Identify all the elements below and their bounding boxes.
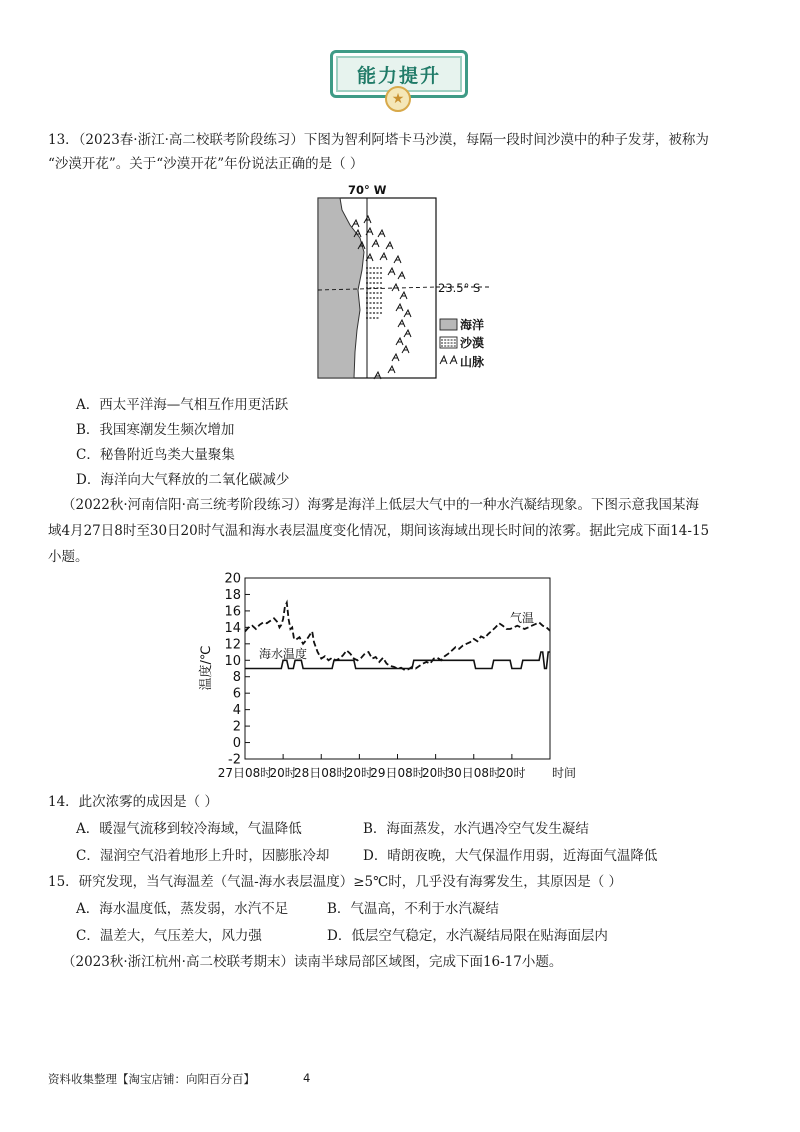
y-tick-label: 8 <box>232 670 241 686</box>
y-tick-label: 14 <box>224 620 241 636</box>
temperature-chart <box>190 568 620 786</box>
q15-option-c[interactable]: C．温差大，气压差大，风力强 <box>76 928 262 944</box>
x-tick-label: 20时 <box>498 766 526 780</box>
q14-stem: 14．此次浓雾的成因是（ ） <box>48 794 218 810</box>
x-tick-label: 29日08时 <box>370 766 425 780</box>
q13-stem-line2: “沙漠开花”。关于“沙漠开花”年份说法正确的是（ ） <box>48 156 364 172</box>
footer-note: 资料收集整理【淘宝店铺：向阳百分百】 <box>48 1072 255 1086</box>
q14-option-a[interactable]: A．暖湿气流移到较冷海域，气温降低 <box>76 821 302 837</box>
passage-14-15-line3: 小题。 <box>48 549 89 565</box>
y-tick-label: 2 <box>232 719 241 735</box>
q15-stem: 15．研究发现，当气海温差（气温-海水表层温度）≥5℃时，几乎没有海雾发生，其原因是（ ） <box>48 874 623 890</box>
q14-option-b[interactable]: B．海面蒸发，水汽遇冷空气发生凝结 <box>363 821 589 837</box>
q14-option-d[interactable]: D．晴朗夜晚，大气保温作用弱，近海面气温降低 <box>363 848 658 864</box>
atacama-map <box>300 180 500 380</box>
star-icon: ★ <box>385 86 411 112</box>
page-number: 4 <box>303 1071 311 1085</box>
q15-option-a[interactable]: A．海水温度低，蒸发弱，水汽不足 <box>76 901 289 917</box>
series-sea-temp-label: 海水温度 <box>259 647 308 661</box>
y-tick-label: 4 <box>232 703 241 719</box>
q14-option-c[interactable]: C．湿润空气沿着地形上升时，因膨胀冷却 <box>76 848 330 864</box>
latitude-label: 23.5° S <box>438 281 481 295</box>
y-tick-label: 6 <box>232 686 241 702</box>
y-tick-label: 10 <box>224 653 241 669</box>
q15-option-d[interactable]: D．低层空气稳定，水汽凝结局限在贴海面层内 <box>327 928 608 944</box>
x-tick-label: 28日08时 <box>293 766 349 780</box>
x-tick-label: 30日08时 <box>446 766 502 780</box>
legend-ocean-swatch <box>440 319 457 330</box>
q13-option-b[interactable]: B．我国寒潮发生频次增加 <box>76 422 235 438</box>
y-axis-label: 温度/℃ <box>199 645 214 691</box>
passage-16-17: （2023秋·浙江杭州·高二校联考期末）读南半球局部区域图，完成下面16-17小题。 <box>62 954 563 970</box>
legend-mountain-symbol <box>440 356 457 364</box>
q13-option-a[interactable]: A．西太平洋海—气相互作用更活跃 <box>76 397 289 413</box>
x-tick-label: 20时 <box>269 766 297 780</box>
x-tick-label: 27日08时 <box>217 766 273 780</box>
legend-ocean-label: 海洋 <box>460 318 485 332</box>
series-air-temp-label: 气温 <box>510 611 535 625</box>
q13-option-c[interactable]: C．秘鲁附近鸟类大量聚集 <box>76 447 235 463</box>
passage-14-15-line2: 域4月27日8时至30日20时气温和海水表层温度变化情况，期间该海域出现长时间的浓雾。据此完成下面14-15 <box>48 523 710 539</box>
section-badge-title: 能力提升 <box>330 50 468 98</box>
y-tick-label: 20 <box>224 571 241 587</box>
x-axis-label: 时间 <box>552 766 577 780</box>
q13-stem-line1: 13．（2023春·浙江·高二校联考阶段练习）下图为智利阿塔卡马沙漠，每隔一段时间沙漠中的种子发芽，被称为 <box>48 132 709 148</box>
legend-desert-label: 沙漠 <box>460 336 485 350</box>
y-tick-label: 12 <box>224 637 241 653</box>
y-tick-label: 18 <box>224 587 241 603</box>
passage-14-15-line1: （2022秋·河南信阳·高三统考阶段练习）海雾是海洋上低层大气中的一种水汽凝结现象。下图示意我国某海 <box>62 497 699 513</box>
longitude-label: 70° W <box>348 183 387 197</box>
legend-mountain-label: 山脉 <box>460 355 485 369</box>
x-tick-label: 20时 <box>345 766 374 780</box>
x-tick-label: 20时 <box>421 766 450 780</box>
q15-option-b[interactable]: B．气温高，不利于水汽凝结 <box>327 901 499 917</box>
section-badge <box>330 50 468 106</box>
q13-option-d[interactable]: D．海洋向大气释放的二氧化碳减少 <box>76 472 290 488</box>
y-tick-label: -2 <box>228 752 241 768</box>
y-tick-label: 16 <box>224 604 241 620</box>
y-tick-label: 0 <box>232 736 241 752</box>
